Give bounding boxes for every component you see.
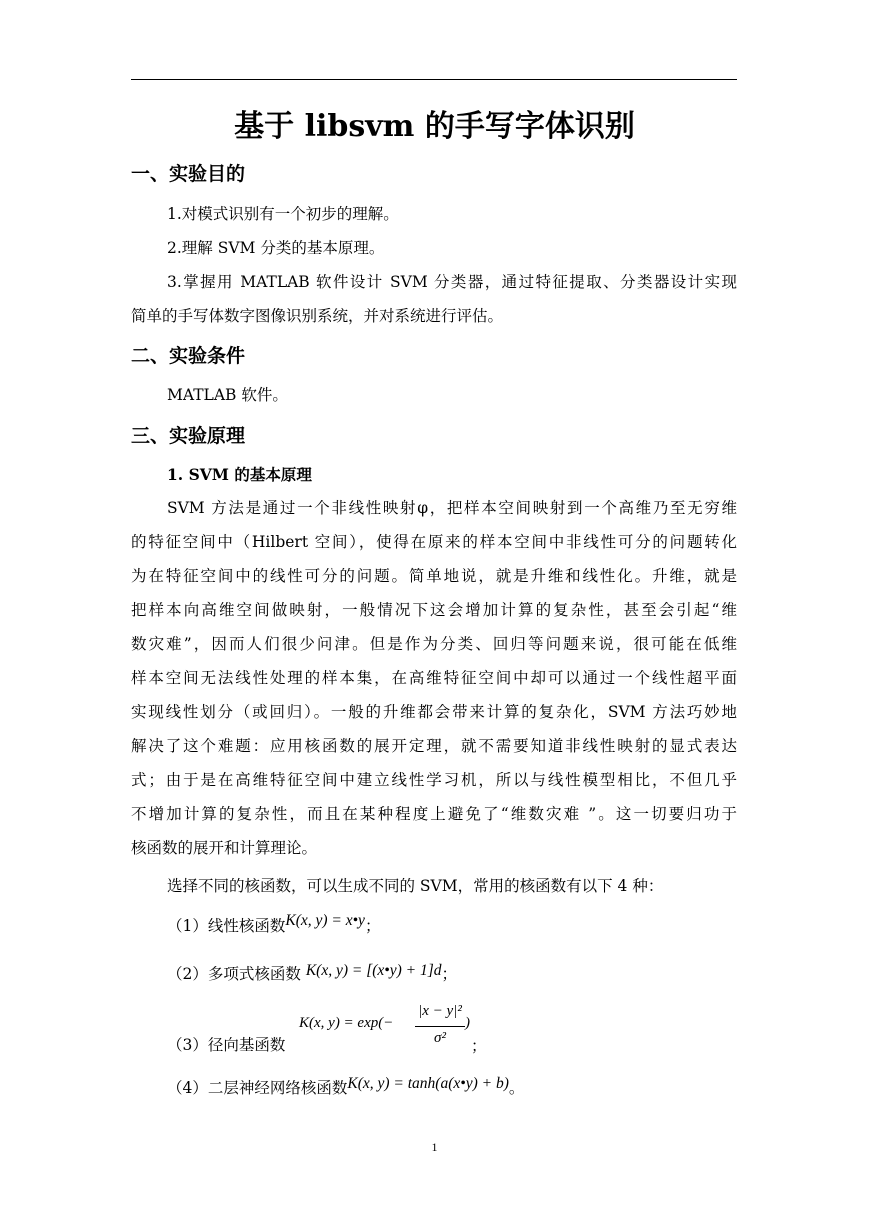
kernel-label: （3）径向基函数 [167, 1036, 286, 1054]
kernel-denominator: σ² [434, 1030, 446, 1046]
kernel-end: ； [364, 917, 381, 935]
kernel-end: 。 [508, 1079, 525, 1097]
kernel-formula: K(x, y) = x•y [285, 912, 365, 929]
paragraph-line: 为在特征空间中的线性可分的问题。简单地说，就是升维和线性化。升维，就是 [131, 567, 737, 585]
kernel-formula: K(x, y) = tanh(a(x•y) + b) [347, 1075, 509, 1092]
paragraph-line: 式；由于是在高维特征空间中建立线性学习机，所以与线性模型相比，不但几乎 [131, 771, 737, 789]
paragraph-line: 不增加计算的复杂性，而且在某种程度上避免了“维数灾难 ”。这一切要归功于 [131, 805, 737, 823]
paragraph-line: 核函数的展开和计算理论。 [131, 839, 318, 857]
list-item: 2.理解 SVM 分类的基本原理。 [167, 239, 385, 257]
fraction-bar [415, 1026, 465, 1027]
paragraph-line: 实现线性划分（或回归）。一般的升维都会带来计算的复杂化，SVM 方法巧妙地 [131, 703, 737, 721]
paragraph-line: 数灾难”，因而人们很少问津。但是作为分类、回归等问题来说，很可能在低维 [131, 635, 737, 653]
kernel-formula: K(x, y) = [(x•y) + 1]d [305, 962, 442, 979]
kernel-intro: 选择不同的核函数，可以生成不同的 SVM，常用的核函数有以下 4 种： [167, 877, 664, 895]
conditions-text: MATLAB 软件。 [167, 386, 288, 404]
document-title: 基于 libsvm 的手写字体识别 [234, 109, 635, 144]
kernel-item-polynomial [167, 962, 737, 987]
section-heading-purpose: 一、实验目的 [131, 163, 246, 185]
kernel-formula-right: ) [465, 1015, 470, 1031]
section-heading-principle: 三、实验原理 [131, 425, 246, 447]
header-rule [131, 79, 737, 80]
kernel-end: ； [471, 1037, 487, 1055]
list-item: 3.掌握用 MATLAB 软件设计 SVM 分类器，通过特征提取、分类器设计实现 [167, 273, 737, 291]
page-number: 1 [431, 1140, 438, 1154]
section-heading-conditions: 二、实验条件 [131, 345, 246, 367]
kernel-label: （4）二层神经网络核函数 [167, 1079, 348, 1097]
paragraph-line: SVM 方法是通过一个非线性映射φ，把样本空间映射到一个高维乃至无穷维 [167, 499, 737, 517]
kernel-formula-left: K(x, y) = exp(− [299, 1015, 394, 1031]
paragraph-line: 样本空间无法线性处理的样本集，在高维特征空间中却可以通过一个线性超平面 [131, 669, 737, 687]
kernel-item-linear [167, 914, 737, 939]
subsection-heading-svm: 1. SVM 的基本原理 [167, 465, 312, 484]
paragraph-line: 解决了这个难题：应用核函数的展开定理，就不需要知道非线性映射的显式表达 [131, 737, 737, 755]
kernel-label: （1）线性核函数 [167, 917, 286, 935]
kernel-end: ； [441, 965, 457, 983]
kernel-label: （2）多项式核函数 [167, 965, 301, 983]
kernel-item-neural [167, 1076, 737, 1101]
paragraph-line: 把样本向高维空间做映射，一般情况下这会增加计算的复杂性，甚至会引起“维 [131, 601, 737, 619]
kernel-numerator: |x − y|² [418, 1003, 462, 1019]
list-item-continuation: 简单的手写体数字图像识别系统，并对系统进行评估。 [131, 307, 504, 325]
list-item: 1.对模式识别有一个初步的理解。 [167, 205, 399, 223]
paragraph-line: 的特征空间中（Hilbert 空间），使得在原来的样本空间中非线性可分的问题转化 [131, 533, 737, 551]
